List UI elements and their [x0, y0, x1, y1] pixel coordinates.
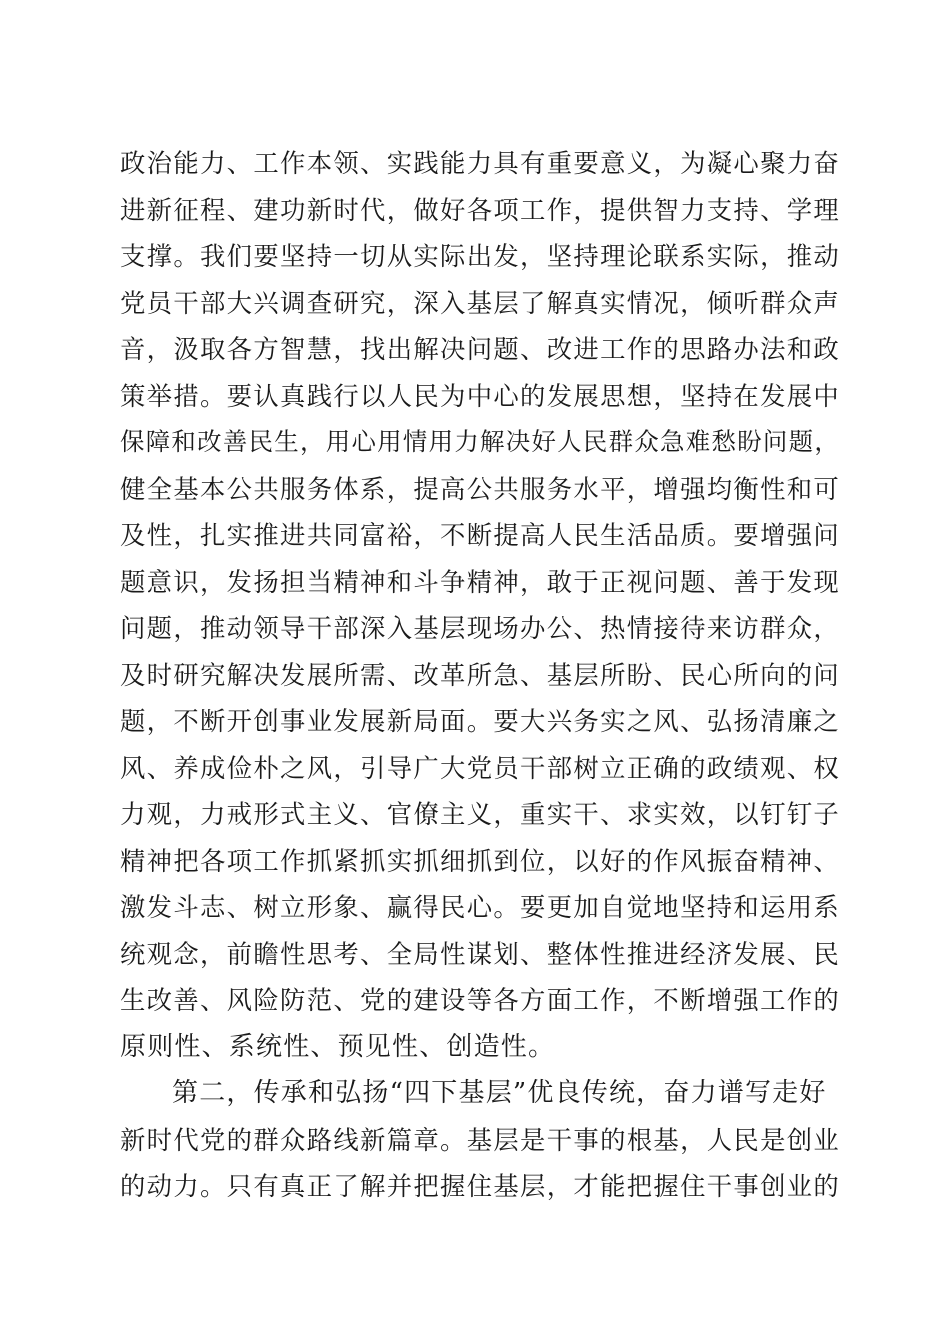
text-line: 风、养成俭朴之风，引导广大党员干部树立正确的政绩观、权: [120, 752, 840, 783]
text-line: 支撑。我们要坚持一切从实际出发，坚持理论联系实际，推动: [120, 241, 840, 271]
text-line: 题意识，发扬担当精神和斗争精神，敢于正视问题、善于发现: [120, 566, 840, 597]
text-line: 生改善、风险防范、党的建设等各方面工作，不断增强工作的: [120, 985, 840, 1015]
text-line: 及性，扎实推进共同富裕，不断提高人民生活品质。要增强问: [120, 520, 840, 550]
text-line: 力观，力戒形式主义、官僚主义，重实干、求实效，以钉钉子: [120, 799, 840, 829]
text-line: 题，不断开创事业发展新局面。要大兴务实之风、弘扬清廉之: [120, 706, 840, 736]
text-line: 的动力。只有真正了解并把握住基层，才能把握住干事创业的: [120, 1171, 840, 1201]
text-line: 进新征程、建功新时代，做好各项工作，提供智力支持、学理: [120, 194, 840, 225]
text-line-last: 原则性、系统性、预见性、创造性。: [120, 1031, 556, 1062]
text-line: 统观念，前瞻性思考、全局性谋划、整体性推进经济发展、民: [120, 938, 840, 969]
text-line: 精神把各项工作抓紧抓实抓细抓到位，以好的作风振奋精神、: [120, 845, 840, 876]
text-line: 健全基本公共服务体系，提高公共服务水平，增强均衡性和可: [120, 473, 840, 504]
text-line: 政治能力、工作本领、实践能力具有重要意义，为凝心聚力奋: [120, 148, 840, 178]
text-line: 音，汲取各方智慧，找出解决问题、改进工作的思路办法和政: [120, 334, 840, 364]
text-line: 策举措。要认真践行以人民为中心的发展思想，坚持在发展中: [120, 380, 840, 411]
paragraph-1: [120, 140, 840, 1070]
text-line: 及时研究解决发展所需、改革所急、基层所盼、民心所向的问: [120, 659, 840, 690]
document-body: [120, 140, 840, 1210]
text-line: 新时代党的群众路线新篇章。基层是干事的根基，人民是创业: [120, 1124, 840, 1155]
text-line: 问题，推动领导干部深入基层现场办公、热情接待来访群众，: [120, 613, 840, 643]
paragraph-2: [120, 1070, 840, 1210]
text-line: 保障和改善民生，用心用情用力解决好人民群众急难愁盼问题，: [120, 427, 840, 456]
text-line: 激发斗志、树立形象、赢得民心。要更加自觉地坚持和运用系: [120, 892, 840, 922]
text-line: 党员干部大兴调查研究，深入基层了解真实情况，倾听群众声: [120, 287, 840, 318]
text-line-first: 第二，传承和弘扬“四下基层”优良传统，奋力谱写走好: [172, 1078, 827, 1108]
